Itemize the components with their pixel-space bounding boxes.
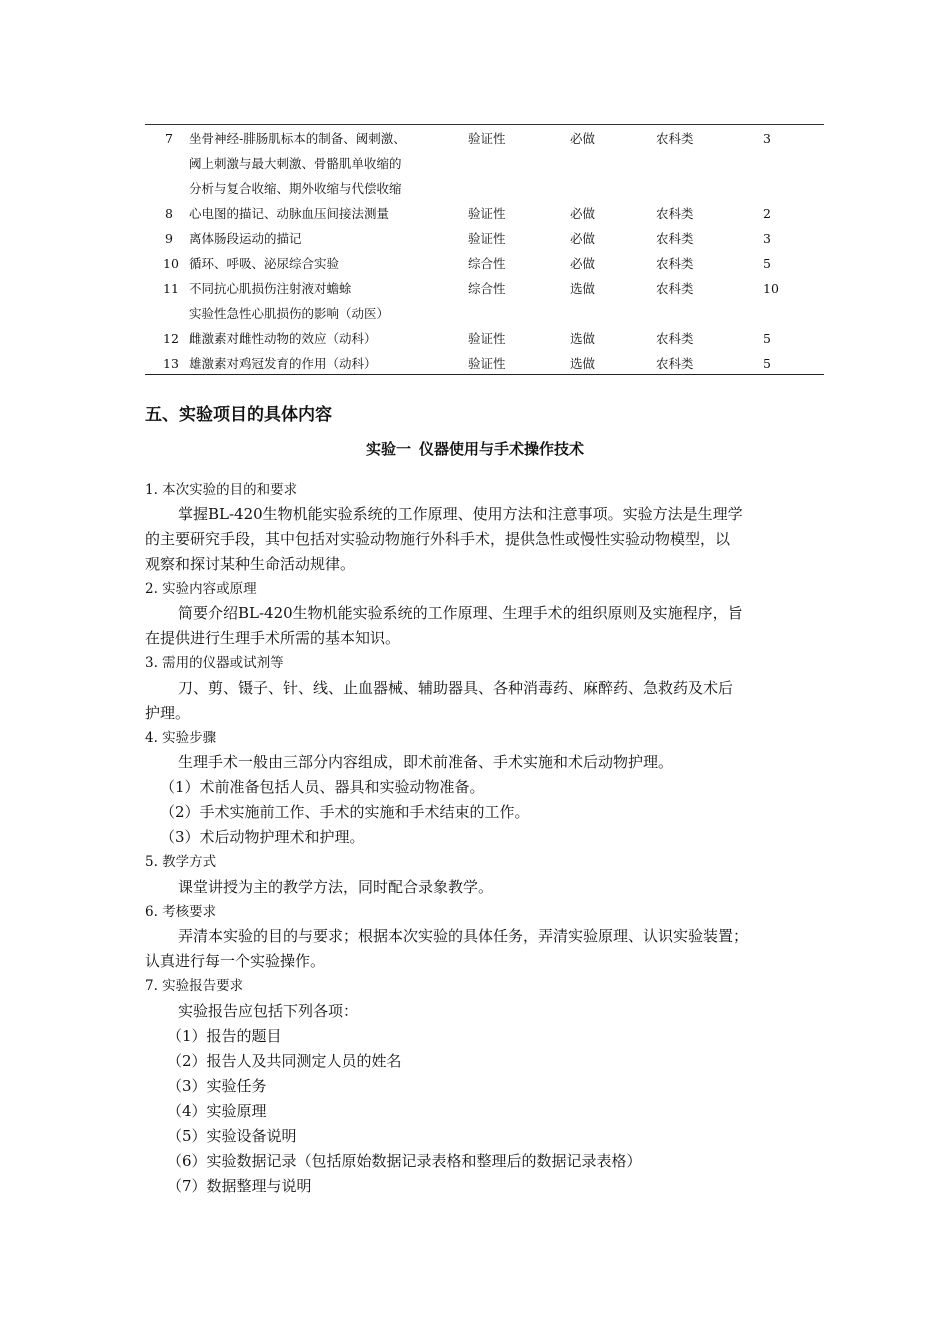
row-type: 综合性	[468, 281, 506, 296]
row-type: 验证性	[468, 131, 506, 146]
row-number: 10	[163, 256, 179, 271]
row-required: 必做	[570, 131, 596, 146]
row-hours: 5	[763, 331, 771, 346]
list-item: （1）报告的题目	[167, 1027, 282, 1045]
row-name: 循环、呼吸、泌尿综合实验	[189, 256, 340, 271]
paragraph-line: 弄清本实验的目的与要求；根据本次实验的具体任务，弄清实验原理、认识实验装置；	[178, 927, 749, 945]
table-bottom-rule	[145, 374, 824, 375]
list-item: （2）手术实施前工作、手术的实施和手术结束的工作。	[160, 803, 530, 821]
row-name-cont: 分析与复合收缩、期外收缩与代偿收缩	[189, 181, 402, 196]
row-category: 农科类	[656, 331, 694, 346]
paragraph-line: 观察和探讨某种生命活动规律。	[145, 555, 356, 573]
experiment-title	[0, 438, 950, 459]
list-item: （2）报告人及共同测定人员的姓名	[167, 1052, 402, 1070]
row-type: 验证性	[468, 331, 506, 346]
paragraph-line: 简要介绍BL-420生物机能实验系统的工作原理、生理手术的组织原则及实施程序，旨	[178, 604, 743, 622]
row-hours: 10	[763, 281, 779, 296]
row-type: 验证性	[468, 206, 506, 221]
paragraph-line: 在提供进行生理手术所需的基本知识。	[145, 629, 401, 647]
row-name: 离体肠段运动的描记	[189, 231, 302, 246]
row-category: 农科类	[656, 281, 694, 296]
list-item: （3）术后动物护理术和护理。	[160, 828, 365, 846]
heading-equipment: 3. 需用的仪器或试剂等	[145, 655, 284, 671]
table-row	[145, 126, 824, 201]
heading-report: 7. 实验报告要求	[145, 978, 244, 994]
row-number: 7	[165, 131, 173, 146]
list-item: （3）实验任务	[167, 1077, 267, 1095]
paragraph-line: 掌握BL-420生物机能实验系统的工作原理、使用方法和注意事项。实验方法是生理学	[178, 505, 743, 523]
row-required: 选做	[570, 331, 596, 346]
list-item: （4）实验原理	[167, 1102, 267, 1120]
row-category: 农科类	[656, 206, 694, 221]
row-category: 农科类	[656, 256, 694, 271]
paragraph-line: 的主要研究手段，其中包括对实验动物施行外科手术，提供急性或慢性实验动物模型，以	[145, 530, 731, 548]
list-item: （1）术前准备包括人员、器具和实验动物准备。	[160, 778, 485, 796]
heading-purpose: 1. 本次实验的目的和要求	[145, 482, 298, 498]
experiment-name: 仪器使用与手术操作技术	[419, 440, 585, 458]
row-hours: 5	[763, 256, 771, 271]
row-type: 验证性	[468, 231, 506, 246]
row-category: 农科类	[656, 131, 694, 146]
row-category: 农科类	[656, 356, 694, 371]
heading-principle: 2. 实验内容或原理	[145, 581, 257, 597]
list-item: （6）实验数据记录（包括原始数据记录表格和整理后的数据记录表格）	[167, 1152, 642, 1170]
paragraph-line: 护理。	[145, 704, 191, 722]
experiment-label: 实验一	[365, 440, 411, 458]
heading-assessment: 6. 考核要求	[145, 904, 217, 920]
row-number: 9	[165, 231, 173, 246]
row-required: 必做	[570, 231, 596, 246]
paragraph-line: 刀、剪、镊子、针、线、止血器械、辅助器具、各种消毒药、麻醉药、急救药及术后	[178, 679, 734, 697]
table-row	[145, 276, 824, 326]
row-type: 综合性	[468, 256, 506, 271]
row-category: 农科类	[656, 231, 694, 246]
row-number: 13	[163, 356, 179, 371]
table-top-rule	[145, 124, 824, 125]
list-item: （7）数据整理与说明	[167, 1177, 312, 1195]
row-required: 必做	[570, 206, 596, 221]
row-name: 雌激素对雌性动物的效应（动科）	[189, 331, 377, 346]
paragraph-line: 认真进行每一个实验操作。	[145, 952, 326, 970]
row-name: 心电图的描记、动脉血压间接法测量	[189, 206, 390, 221]
row-name: 雄激素对鸡冠发育的作用（动科）	[189, 356, 377, 371]
row-hours: 5	[763, 356, 771, 371]
row-number: 11	[163, 281, 179, 296]
paragraph-line: 生理手术一般由三部分内容组成，即术前准备、手术实施和术后动物护理。	[178, 753, 674, 771]
heading-teaching-method: 5. 教学方式	[145, 854, 217, 870]
row-required: 必做	[570, 256, 596, 271]
paragraph-line: 课堂讲授为主的教学方法，同时配合录象教学。	[178, 878, 494, 896]
row-type: 验证性	[468, 356, 506, 371]
row-hours: 3	[763, 131, 771, 146]
row-name: 不同抗心肌损伤注射液对蟾蜍	[189, 281, 352, 296]
row-required: 选做	[570, 356, 596, 371]
row-name-cont: 实验性急性心肌损伤的影响（动医）	[189, 306, 390, 321]
paragraph-line: 实验报告应包括下列各项：	[178, 1002, 359, 1020]
row-name: 坐骨神经-腓肠肌标本的制备、阈刺激、	[189, 131, 406, 146]
row-required: 选做	[570, 281, 596, 296]
heading-steps: 4. 实验步骤	[145, 730, 217, 746]
row-hours: 3	[763, 231, 771, 246]
section-title: 五、实验项目的具体内容	[145, 405, 332, 425]
row-number: 12	[163, 331, 179, 346]
row-hours: 2	[763, 206, 771, 221]
list-item: （5）实验设备说明	[167, 1127, 297, 1145]
row-number: 8	[165, 206, 173, 221]
row-name-cont: 阈上刺激与最大刺激、骨骼肌单收缩的	[189, 156, 402, 171]
